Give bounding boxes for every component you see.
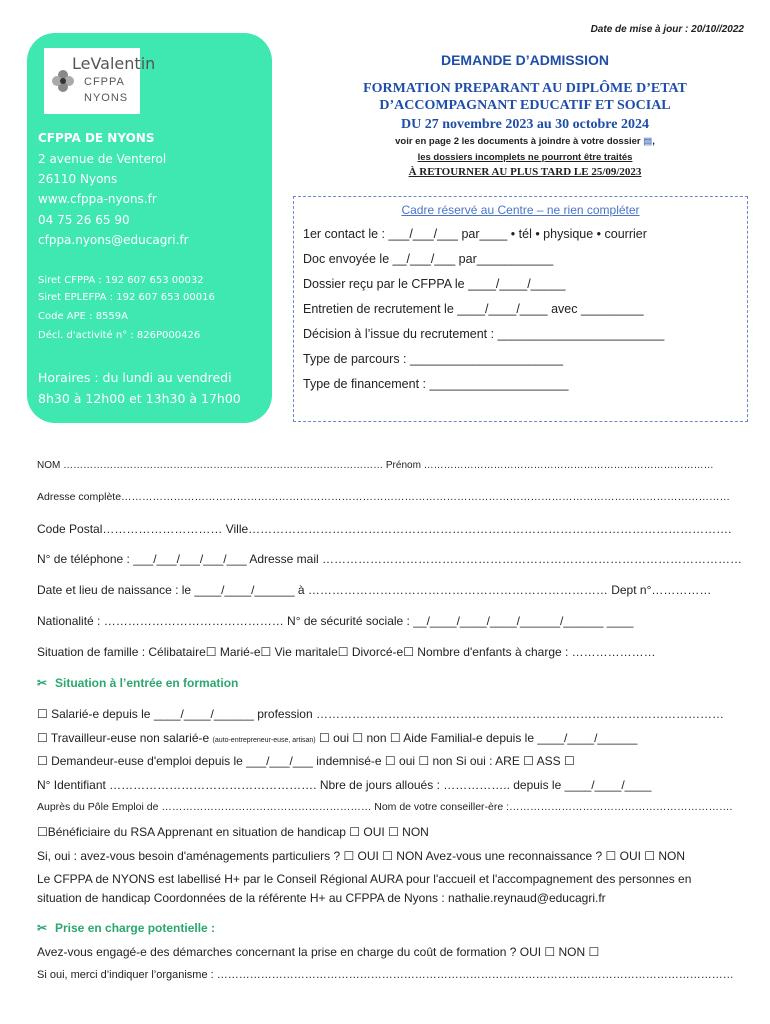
formation-line-1: FORMATION PREPARANT AU DIPLÔME D’ETAT <box>363 81 687 96</box>
address-line: 26110 Nyons <box>38 172 118 186</box>
hours-line: 8h30 à 12h00 et 13h30 à 17h00 <box>38 391 241 406</box>
phone: 04 75 26 65 90 <box>38 213 130 227</box>
label-h-line: Le CFPPA de NYONS est labellisé H+ par le Conseil Régional AURA pour l'accueil et l'accompagnement des personnes en <box>37 872 692 886</box>
formation-dates: DU 27 novembre 2023 au 30 octobre 2024 <box>401 117 649 132</box>
deadline: À RETOURNER AU PLUS TARD LE 25/09/2023 <box>408 166 642 178</box>
pole-emploi-line[interactable]: Auprès du Pôle Emploi de …………………………………………………… Nom de votre conseiller-ère :………………………………………………………. <box>37 801 733 813</box>
logo-line-2: CFPPA <box>84 76 125 88</box>
identifiant-line[interactable]: N° Identifiant ……………………………………………. Nbre de jours alloués : …………….. depuis le ____/____/____ <box>37 778 652 792</box>
formation-title <box>300 80 750 114</box>
prise-charge-line[interactable]: Avez-vous engagé-e des démarches concernant la prise en charge du coût de formation ? OUI ☐ NON ☐ <box>37 945 600 959</box>
legal-line: Siret CFPPA : 192 607 653 00032 <box>38 275 204 286</box>
salarie-line[interactable]: ☐ Salarié-e depuis le ____/____/______ profession ………………………………………………………………………………………… <box>37 707 724 721</box>
non-salarie-line[interactable]: ☐ Travailleur-euse non salarié-e (auto-entrepreneur-euse, artisan) ☐ oui ☐ non ☐ Aide Familial-e depuis le ____/____/______ <box>37 731 638 745</box>
birth-field[interactable]: Date et lieu de naissance : le ____/____/______ à ………………………………………………………………… Dept n°…………… <box>37 583 712 597</box>
reserved-line: Type de parcours : ______________________ <box>303 352 563 366</box>
nationality-field[interactable]: Nationalité : ……………………………………… N° de sécurité sociale : __/____/____/____/______/______ ____ <box>37 614 634 628</box>
reserved-line: 1er contact le : ___/___/___ par____ • tél • physique • courrier <box>303 227 647 241</box>
legal-line: Code APE : 8559A <box>38 311 128 322</box>
rsa-handicap-line[interactable]: ☐Bénéficiaire du RSA Apprenant en situation de handicap ☐ OUI ☐ NON <box>37 825 429 839</box>
reserved-line: Dossier reçu par le CFPPA le ____/____/_____ <box>303 277 566 291</box>
organisme-line[interactable]: Si oui, merci d’indiquer l’organisme : …………………………………………………………………………………………………………………………… <box>37 969 734 981</box>
email: cfppa.nyons@educagri.fr <box>38 233 189 247</box>
reserved-title: Cadre réservé au Centre – ne rien compléter <box>401 203 640 217</box>
demandeur-line[interactable]: ☐ Demandeur-euse d'emploi depuis le ___/___/___ indemnisé-e ☐ oui ☐ non Si oui : ARE ☐ ASS ☐ <box>37 754 575 768</box>
scissors-icon: ✂ <box>37 676 48 690</box>
section-situation: ✂ Situation à l’entrée en formation <box>37 676 239 690</box>
formation-line-2: D’ACCOMPAGNANT EDUCATIF ET SOCIAL <box>379 98 671 113</box>
update-date: Date de mise à jour : 20/10//2022 <box>590 24 744 35</box>
reserved-line: Type de financement : ____________________ <box>303 377 569 391</box>
phone-email-field[interactable]: N° de téléphone : ___/___/___/___/___ Adresse mail …………………………………………………………………………………………… <box>37 552 743 566</box>
referente-line: situation de handicap Coordonnées de la référente H+ au CFPPA de Nyons : nathalie.reynaud@educagri.fr <box>37 891 606 905</box>
name-field[interactable]: NOM …………………………………………………………………………………… Prénom …………………………………………………………………………… <box>37 460 714 471</box>
scissors-icon: ✂ <box>37 921 48 935</box>
legal-line: Décl. d'activité n° : 826P000426 <box>38 330 201 341</box>
page-title: DEMANDE D’ADMISSION <box>440 52 609 68</box>
legal-line: Siret EPLEFPA : 192 607 653 00016 <box>38 292 215 303</box>
logo-line-1: LeValentin <box>72 54 156 73</box>
document-icon: ▤ <box>643 136 653 147</box>
address-field[interactable]: Adresse complète………………………………………………………………………………………………………………………………………………………… <box>37 491 731 503</box>
incomplete-note: les dossiers incomplets ne pourront être traités <box>417 152 633 163</box>
documents-note: voir en page 2 les documents à joindre à votre dossier ▤, <box>395 136 655 147</box>
reserved-line: Entretien de recrutement le ____/____/____ avec _________ <box>303 302 644 316</box>
logo-line-3: NYONS <box>84 92 129 104</box>
website: www.cfppa-nyons.fr <box>38 192 157 206</box>
reserved-line: Décision à l’issue du recrutement : ________________________ <box>303 327 665 341</box>
section-prise-en-charge: ✂ Prise en charge potentielle : <box>37 921 216 935</box>
reserved-line: Doc envoyée le __/___/___ par___________ <box>303 252 554 266</box>
logo <box>44 48 156 114</box>
center-name: CFPPA DE NYONS <box>38 131 155 145</box>
postal-city-field[interactable]: Code Postal………………………… Ville…………………………………………………………………………………………………………. <box>37 522 732 536</box>
amenagement-line[interactable]: Si, oui : avez-vous besoin d'aménagements particuliers ? ☐ OUI ☐ NON Avez-vous une reconnaissance ? ☐ OUI ☐ NON <box>37 849 686 863</box>
family-field[interactable]: Situation de famille : Célibataire☐ Marié-e☐ Vie maritale☐ Divorcé-e☐ Nombre d'enfants à charge : ………………… <box>37 645 656 659</box>
address-line: 2 avenue de Venterol <box>38 152 167 166</box>
hours-line: Horaires : du lundi au vendredi <box>38 370 232 385</box>
